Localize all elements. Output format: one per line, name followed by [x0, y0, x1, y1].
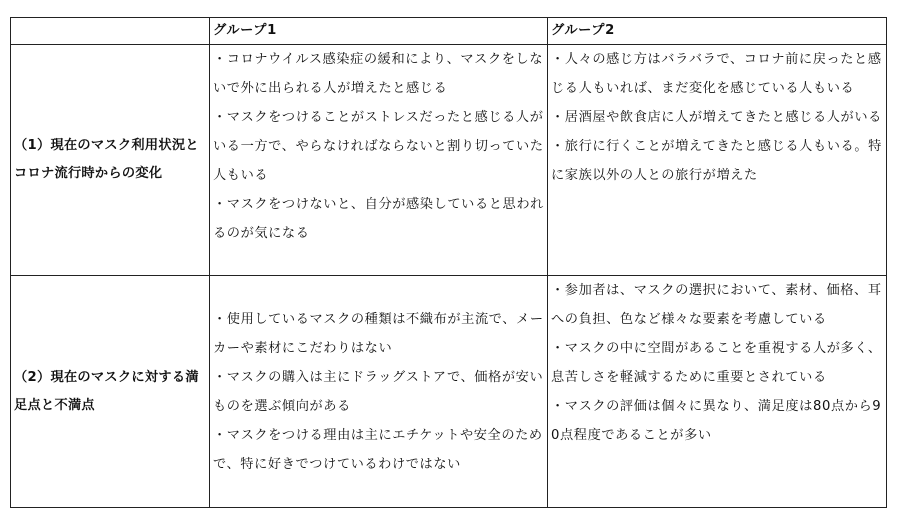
- bullet-item: ・旅行に行くことが増えてきたと感じる人もいる。特に家族以外の人との旅行が増えた: [551, 139, 882, 183]
- header-corner-cell: [11, 18, 210, 45]
- header-group1-cell: グループ1: [210, 18, 548, 45]
- bullet-item: ・参加者は、マスクの選択において、素材、価格、耳への負担、色など様々な要素を考慮している: [551, 283, 882, 327]
- bullet-item: ・人々の感じ方はバラバラで、コロナ前に戻ったと感じる人もいれば、まだ変化を感じている人もいる: [551, 52, 882, 96]
- row1-group2-cell: [548, 45, 887, 276]
- bullet-item: ・コロナウイルス感染症の緩和により、マスクをしないで外に出られる人が増えたと感じる: [213, 52, 544, 96]
- table-row-1: [11, 45, 887, 276]
- table-row-2: [11, 276, 887, 508]
- row1-label-cell: （1）現在のマスク利用状況とコロナ流行時からの変化: [11, 45, 210, 276]
- comparison-table: [10, 17, 887, 508]
- row2-group1-cell: [210, 276, 548, 508]
- row1-group1-cell: [210, 45, 548, 276]
- row2-group2-cell: [548, 276, 887, 508]
- bullet-item: ・居酒屋や飲食店に人が増えてきたと感じる人がいる: [551, 110, 882, 125]
- bullet-item: ・マスクをつけることがストレスだったと感じる人がいる一方で、やらなければならないと割り切っていた人もいる: [213, 110, 544, 183]
- header-group2-cell: グループ2: [548, 18, 887, 45]
- bullet-item: ・マスクの中に空間があることを重視する人が多く、息苦しさを軽減するために重要とされている: [551, 341, 882, 385]
- bullet-item: ・マスクの評価は個々に異なり、満足度は80点から90点程度であることが多い: [551, 399, 882, 443]
- bullet-item: ・使用しているマスクの種類は不織布が主流で、メーカーや素材にこだわりはない: [213, 311, 544, 356]
- row2-label-cell: （2）現在のマスクに対する満足点と不満点: [11, 276, 210, 508]
- bullet-item: ・マスクの購入は主にドラッグストアで、価格が安いものを選ぶ傾向がある: [213, 369, 544, 414]
- header-row: [11, 18, 887, 45]
- bullet-item: ・マスクをつける理由は主にエチケットや安全のためで、特に好きでつけているわけではない: [213, 427, 543, 472]
- bullet-item: ・マスクをつけないと、自分が感染していると思われるのが気になる: [213, 197, 544, 241]
